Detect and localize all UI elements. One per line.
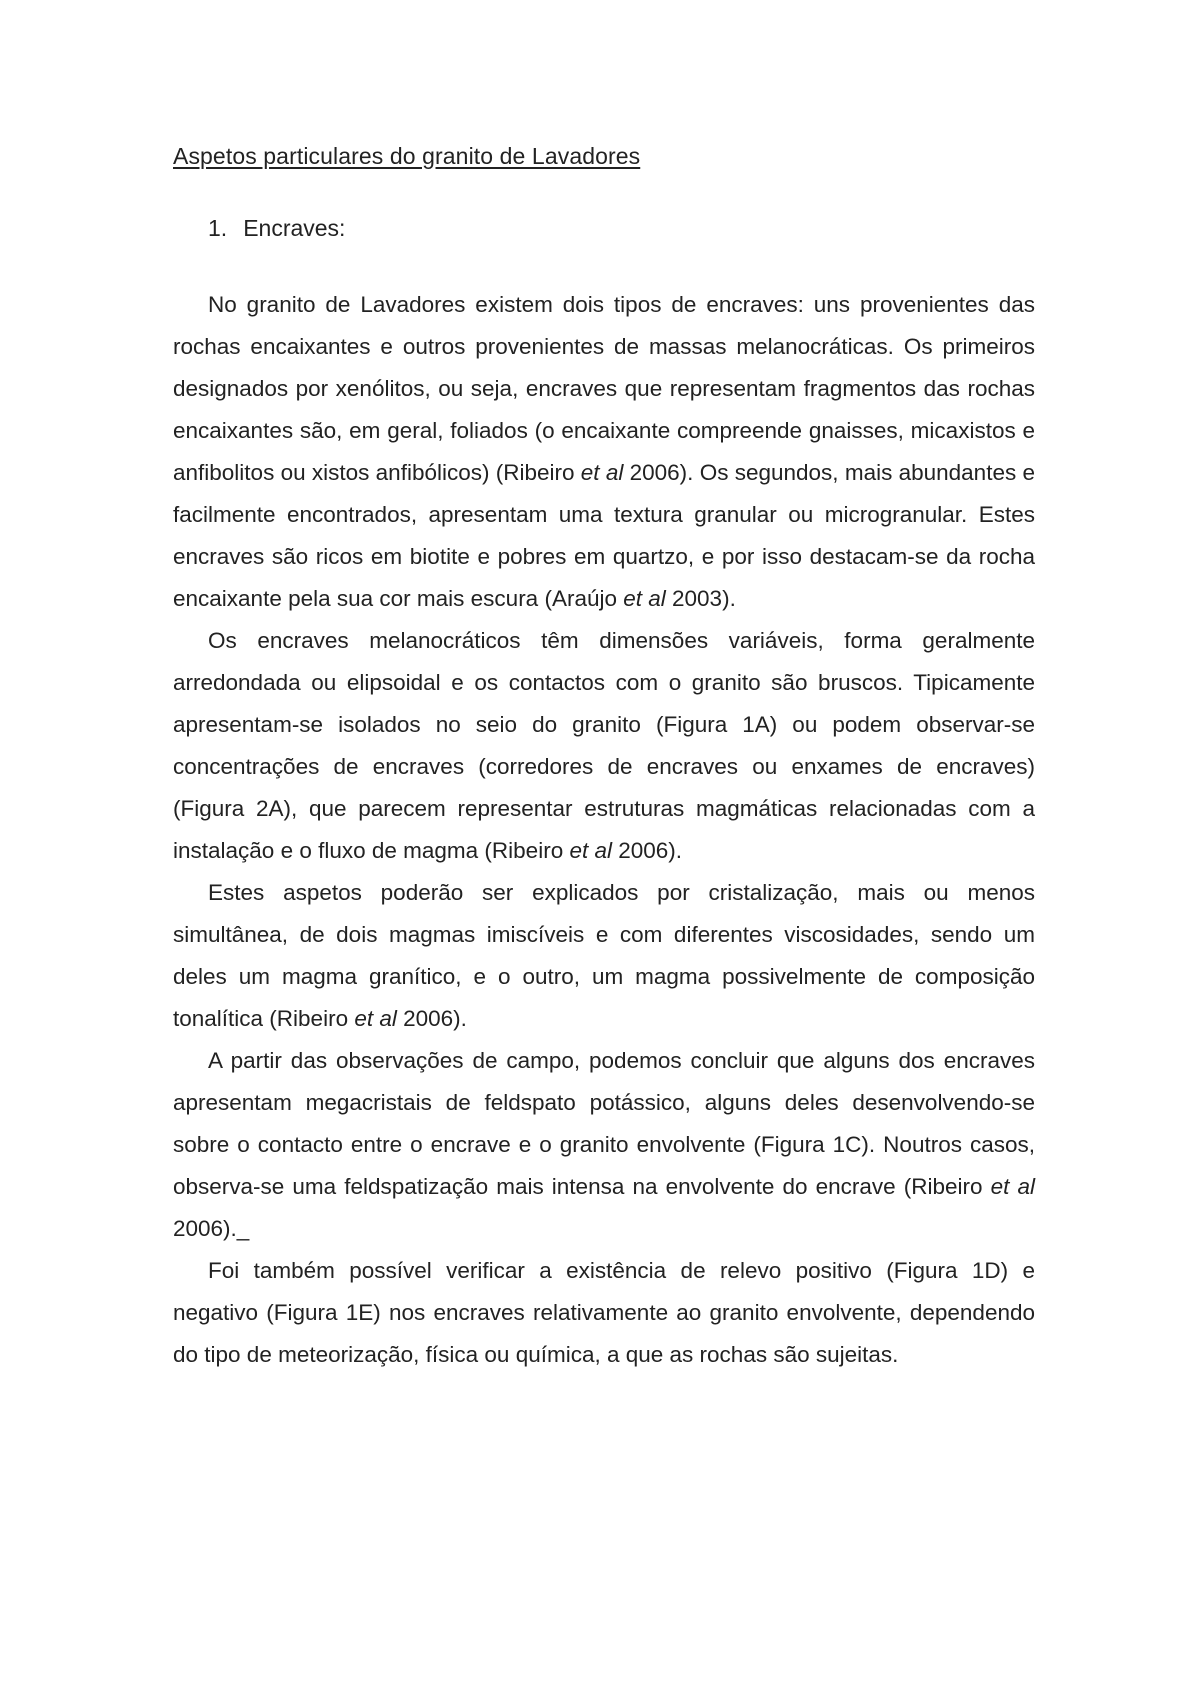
- paragraph-text: Estes aspetos poderão ser explicados por cristalização, mais ou menos simultânea, de dois magmas imiscíveis e com diferentes viscosidades, sendo um deles um magma granítico, e o outro, um magma possivelmente de composição tonalítica (Ribeiro: [173, 880, 1035, 1031]
- paragraph-text: 2006)._: [173, 1216, 250, 1241]
- body-paragraph: [173, 872, 1035, 1040]
- paragraph-text: Foi também possível verificar a existência de relevo positivo (Figura 1D) e negativo (Figura 1E) nos encraves relativamente ao granito envolvente, dependendo do tipo de meteorização, física ou química, a que as rochas são sujeitas.: [173, 1258, 1035, 1367]
- body-paragraph: [173, 284, 1035, 620]
- citation-et-al: et al: [623, 586, 666, 611]
- body-paragraph: [173, 1040, 1035, 1250]
- body-paragraph: [173, 1250, 1035, 1376]
- document-title: Aspetos particulares do granito de Lavadores: [173, 143, 641, 169]
- paragraph-list: [173, 284, 1035, 1376]
- paragraph-text: A partir das observações de campo, podemos concluir que alguns dos encraves apresentam megacristais de feldspato potássico, alguns deles desenvolvendo-se sobre o contacto entre o encrave e o granito envolvente (Figura 1C). Noutros casos, observa-se uma feldspatização mais intensa na envolvente do encrave (Ribeiro: [173, 1048, 1035, 1199]
- section-heading: [173, 212, 1035, 244]
- citation-et-al: et al: [354, 1006, 397, 1031]
- paragraph-text: 2006).: [611, 838, 683, 863]
- citation-et-al: et al: [580, 460, 624, 485]
- paragraph-text: 2006). Os segundos, mais abundantes e facilmente encontrados, apresentam uma textura granular ou microgranular. Estes encraves são ricos em biotite e pobres em quartzo, e por isso destacam-se da rocha encaixante pela sua cor mais escura (Araújo: [173, 460, 1035, 611]
- document-body: [173, 140, 1035, 1376]
- body-paragraph: [173, 620, 1035, 872]
- section-label: Encraves:: [243, 215, 346, 241]
- section-number: 1.: [208, 215, 228, 241]
- paragraph-text: 2006).: [396, 1006, 467, 1031]
- citation-et-al: et al: [569, 838, 612, 863]
- citation-et-al: et al: [990, 1174, 1035, 1199]
- paragraph-text: 2003).: [665, 586, 736, 611]
- paragraph-text: Os encraves melanocráticos têm dimensões variáveis, forma geralmente arredondada ou elipsoidal e os contactos com o granito são bruscos. Tipicamente apresentam-se isolados no seio do granito (Figura 1A) ou podem observar-se concentrações de encraves (corredores de encraves ou enxames de encraves) (Figura 2A), que parecem representar estruturas magmáticas relacionadas com a instalação e o fluxo de magma (Ribeiro: [173, 628, 1035, 863]
- paragraph-text: No granito de Lavadores existem dois tipos de encraves: uns provenientes das rochas encaixantes e outros provenientes de massas melanocráticas. Os primeiros designados por xenólitos, ou seja, encraves que representam fragmentos das rochas encaixantes são, em geral, foliados (o encaixante compreende gnaisses, micaxistos e anfibolitos ou xistos anfibólicos) (Ribeiro: [173, 292, 1035, 485]
